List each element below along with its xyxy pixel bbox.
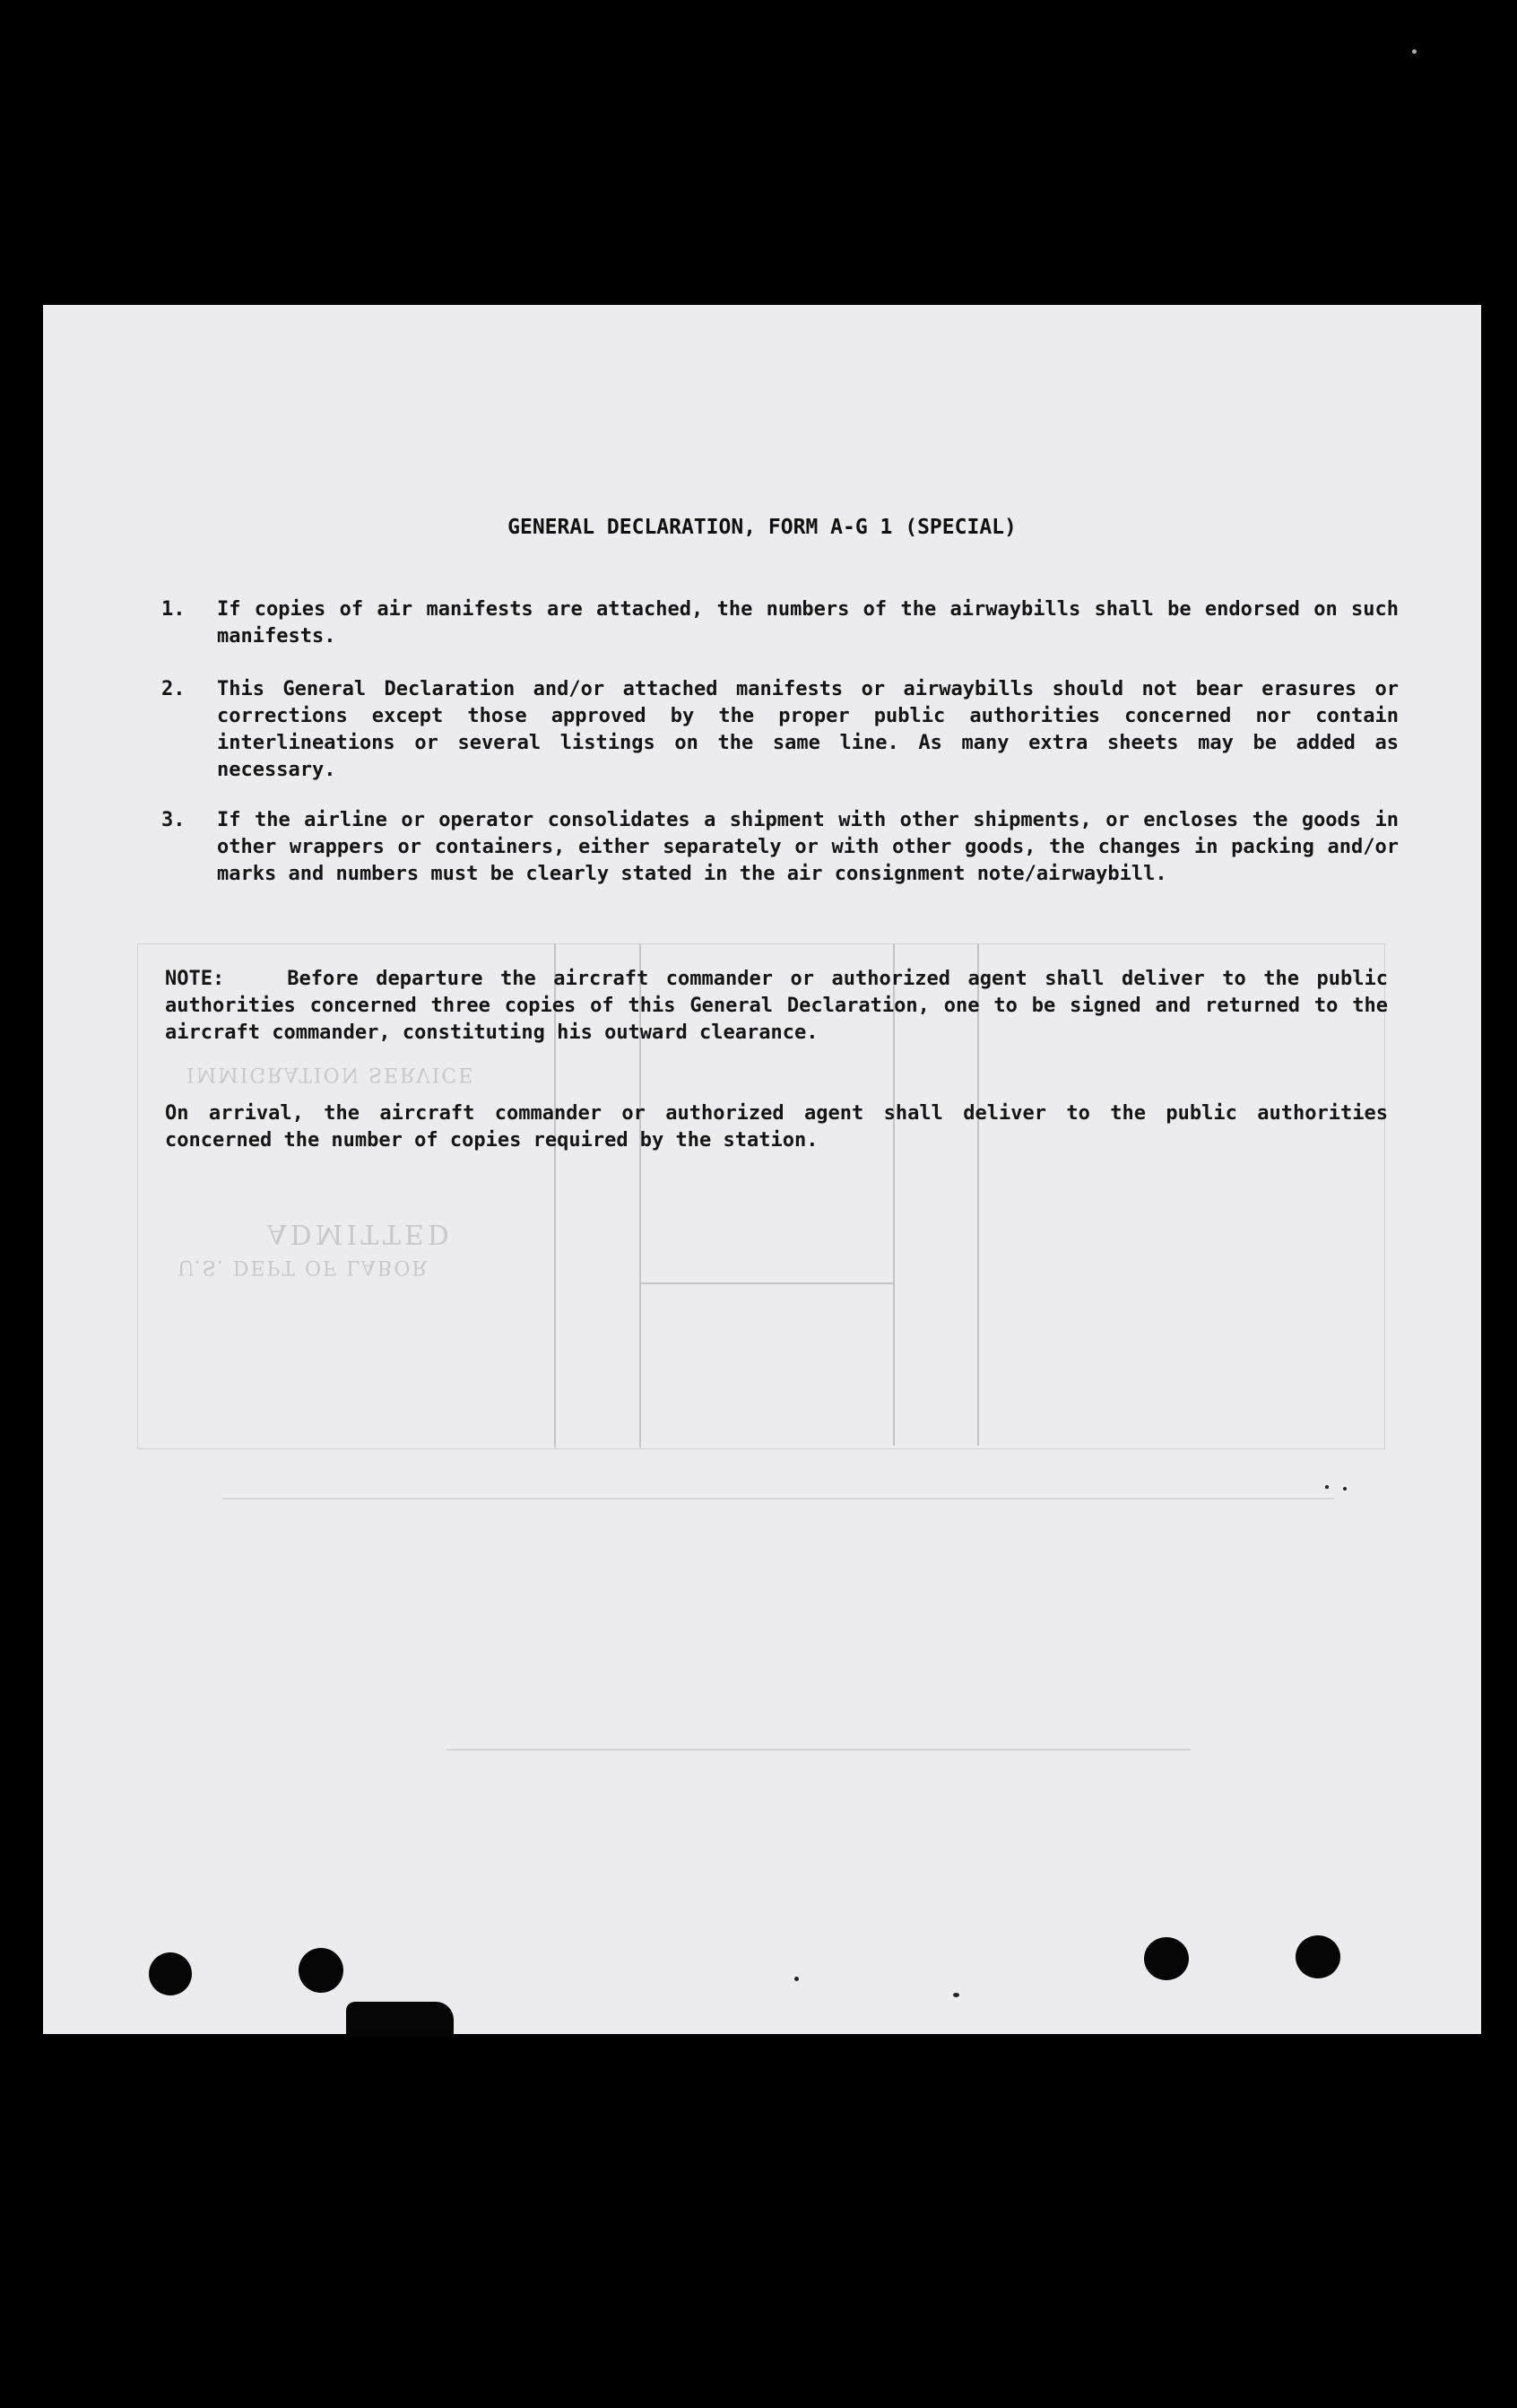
document-page bbox=[43, 305, 1481, 2034]
show-through-stamp-text: IMMIGRATION SERVICE bbox=[186, 1063, 475, 1085]
punch-hole bbox=[1144, 1937, 1189, 1980]
show-through-stamp-text: U.S. DEPT OF LABOR bbox=[178, 1256, 429, 1278]
ink-speck bbox=[1325, 1485, 1329, 1489]
show-through-stamp-text: ADMITTED bbox=[267, 1218, 453, 1249]
show-through-rule bbox=[639, 1282, 895, 1284]
punch-hole bbox=[299, 1948, 343, 1993]
arrival-paragraph: On arrival, the aircraft commander or authorized agent shall deliver to the public authorities concerned the number of copies required by the station. bbox=[165, 1102, 1388, 1152]
document-title: GENERAL DECLARATION, FORM A-G 1 (SPECIAL) bbox=[507, 516, 1017, 539]
instruction-item-1 bbox=[161, 596, 1399, 650]
ink-speck bbox=[953, 1993, 959, 1997]
note-text: Before departure the aircraft commander or authorized agent shall deliver to the public authorities concerned three copies of this General Declaration, one to be signed and returned to the aircraft commander, constituting his outward clearance. bbox=[165, 968, 1388, 1044]
item-number: 3. bbox=[161, 809, 186, 831]
show-through-rule bbox=[446, 1749, 1191, 1751]
show-through-rule bbox=[222, 1498, 1334, 1500]
ink-speck bbox=[794, 1977, 799, 1981]
binding-tab bbox=[346, 2002, 454, 2036]
item-number: 1. bbox=[161, 598, 186, 621]
punch-hole bbox=[149, 1952, 192, 1995]
item-text: If copies of air manifests are attached, the numbers of the airwaybills shall be endorsed on such manifests. bbox=[217, 598, 1399, 648]
item-text: This General Declaration and/or attached manifests or airwaybills should not bear erasures or corrections except those approved by the proper public authorities concerned nor contain interlineations or several listings on the same line. As many extra sheets may be added as necessary. bbox=[217, 678, 1399, 781]
instruction-item-3 bbox=[161, 807, 1399, 888]
note-paragraph bbox=[165, 966, 1388, 1047]
punch-hole bbox=[1296, 1935, 1340, 1978]
item-number: 2. bbox=[161, 678, 186, 700]
instruction-item-2 bbox=[161, 676, 1399, 784]
item-text: If the airline or operator consolidates a shipment with other shipments, or encloses the goods in other wrappers or containers, either separately or with other goods, the changes in packing and/or marks and numbers must be clearly stated in the air consignment note/airwaybill. bbox=[217, 809, 1399, 885]
ink-speck bbox=[1343, 1487, 1347, 1491]
note-label: NOTE: bbox=[165, 968, 225, 990]
scan-speck bbox=[1412, 49, 1417, 54]
